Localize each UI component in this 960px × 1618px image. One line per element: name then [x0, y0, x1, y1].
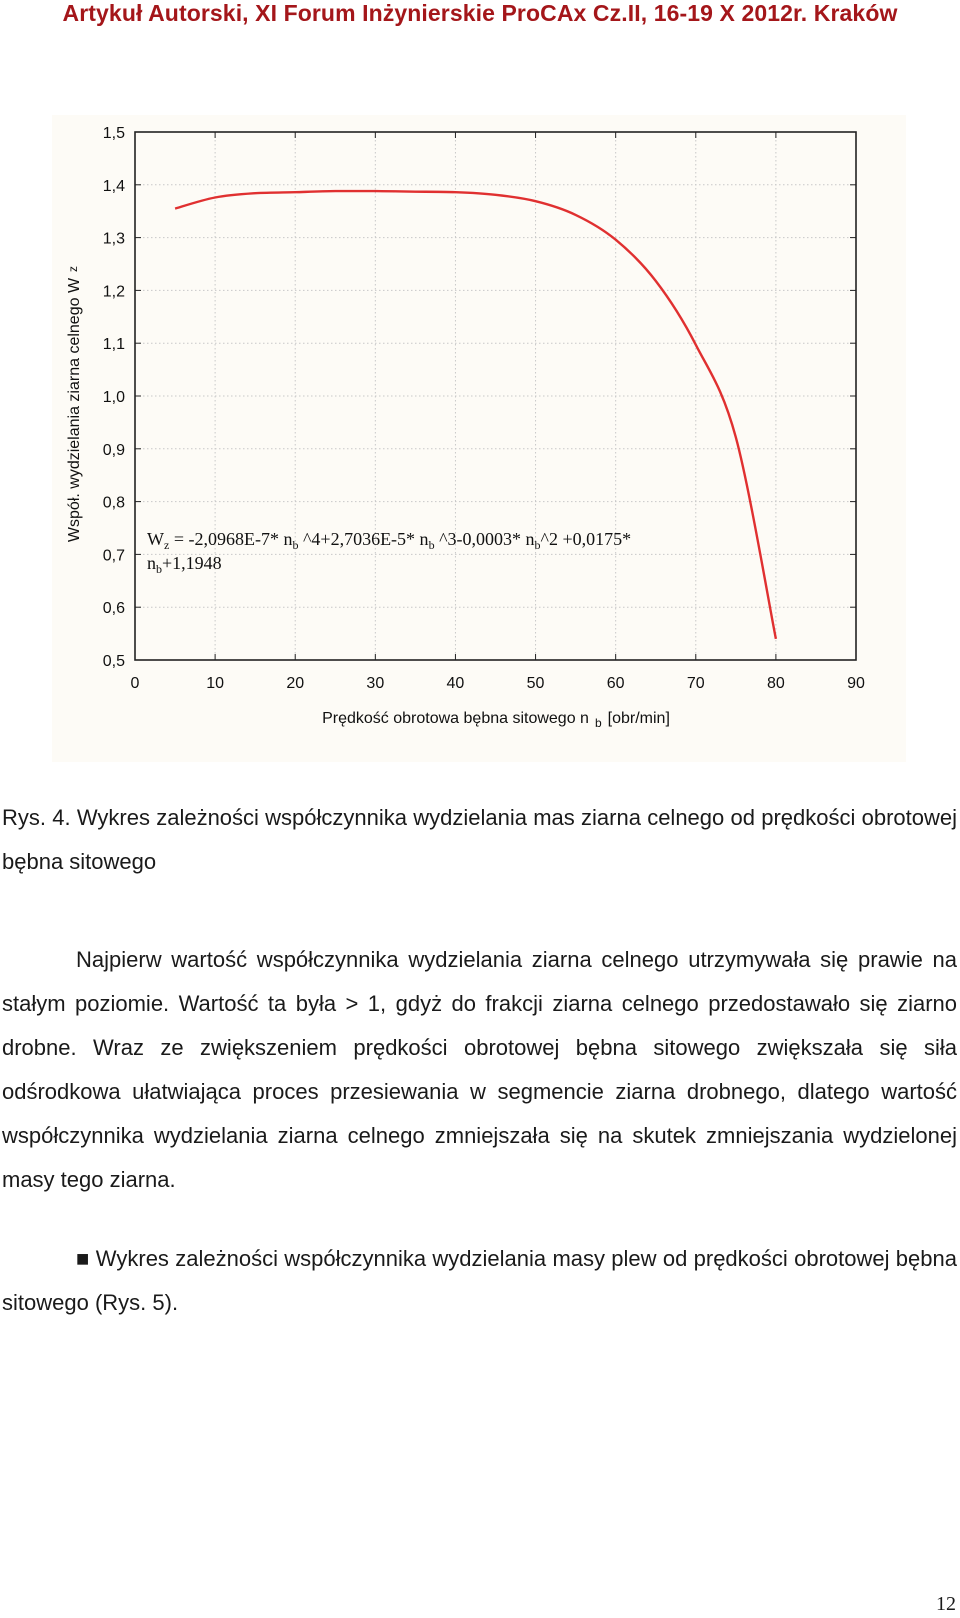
x-tick-label: 40: [446, 675, 465, 692]
x-tick-label: 50: [526, 675, 545, 692]
figure-caption: Rys. 4. Wykres zależności współczynnika wydzielania mas ziarna celnego od prędkości obrotowej bębna sitowego: [2, 805, 957, 874]
y-tick-label: 1,5: [102, 125, 125, 142]
eq-sub-b4: b: [156, 562, 162, 576]
series-line: [175, 191, 776, 639]
y-tick-label: 1,2: [102, 283, 125, 301]
eq-W: W: [147, 529, 164, 549]
body-paragraph: Najpierw wartość współczynnika wydzielania ziarna celnego utrzymywała się prawie na stałym poziomie. Wartość ta była > 1, gdyż do frakcji ziarna celnego przedostawało się ziarno drobne. Wraz ze zwiększeniem prędkości obrotowej bębna sitowego zwiększała się siła odśrodkowa ułatwiająca proces przesiewania w segmencie ziarna drobnego, dlatego wartość współczynnika wydzielania ziarna celnego zmniejszała się na skutek zmniejszania wydzielonej masy tego ziarna.: [2, 947, 957, 1192]
x-tick-label: 80: [766, 675, 785, 692]
line-chart: [52, 115, 906, 762]
eq-part4: ^2 +0,0175*: [540, 529, 632, 549]
page-header: Artykuł Autorski, XI Forum Inżynierskie ProCAx Cz.II, 16-19 X 2012r. Kraków: [62, 0, 898, 26]
x-axis-label: [322, 710, 670, 730]
x-tick-label: 10: [206, 675, 225, 692]
x-tick-label: 20: [286, 675, 305, 692]
y-axis-label: [66, 266, 83, 542]
x-axis-label-sub: b: [594, 716, 602, 730]
x-axis-label-unit: [obr/min]: [607, 710, 670, 727]
y-axis-label-main: Współ. wydzielania ziarna celnego W: [66, 277, 83, 543]
eq-sub-b1: b: [292, 538, 299, 552]
eq-n: n: [147, 553, 156, 573]
y-tick-label: 0,9: [102, 441, 125, 459]
bullet-paragraph: [2, 1237, 957, 1325]
chart-series: [175, 191, 776, 639]
figure: [52, 115, 906, 762]
eq-sub-b3: b: [534, 538, 541, 552]
x-tick-label: 60: [606, 675, 625, 692]
bullet-glyph: ■: [76, 1246, 90, 1271]
y-tick-label: 0,8: [102, 494, 125, 512]
x-axis-label-main: Prędkość obrotowa bębna sitowego n: [322, 710, 589, 727]
page-number: 12: [936, 1593, 956, 1615]
eq-part2: ^4+2,7036E-5* n: [298, 529, 429, 549]
x-tick-label: 90: [847, 675, 865, 692]
y-tick-label: 1,4: [102, 177, 125, 195]
eq-part5: +1,1948: [162, 553, 222, 573]
x-tick-label: 70: [686, 675, 705, 692]
bullet-text: Wykres zależności współczynnika wydzielania masy plew od prędkości obrotowej bębna sitowego (Rys. 5).: [2, 1246, 957, 1315]
x-tick-label: 30: [366, 675, 385, 692]
eq-part3: ^3-0,0003* n: [434, 529, 535, 549]
eq-part1: = -2,0968E-7* n: [169, 529, 293, 549]
y-tick-label: 1,3: [102, 230, 125, 248]
eq-sub-z: z: [164, 538, 170, 552]
y-tick-label: 1,1: [102, 336, 125, 354]
equation-line-2: [147, 553, 222, 576]
y-axis-label-sub: z: [66, 265, 80, 272]
x-tick-label: 0: [130, 675, 140, 692]
y-tick-label: 1,0: [102, 389, 125, 406]
y-tick-label: 0,6: [102, 600, 125, 618]
equation-line-1: [147, 529, 631, 552]
y-tick-label: 0,5: [102, 653, 125, 670]
chart-grid: [135, 132, 856, 660]
y-tick-label: 0,7: [102, 547, 125, 565]
eq-sub-b2: b: [428, 538, 435, 552]
